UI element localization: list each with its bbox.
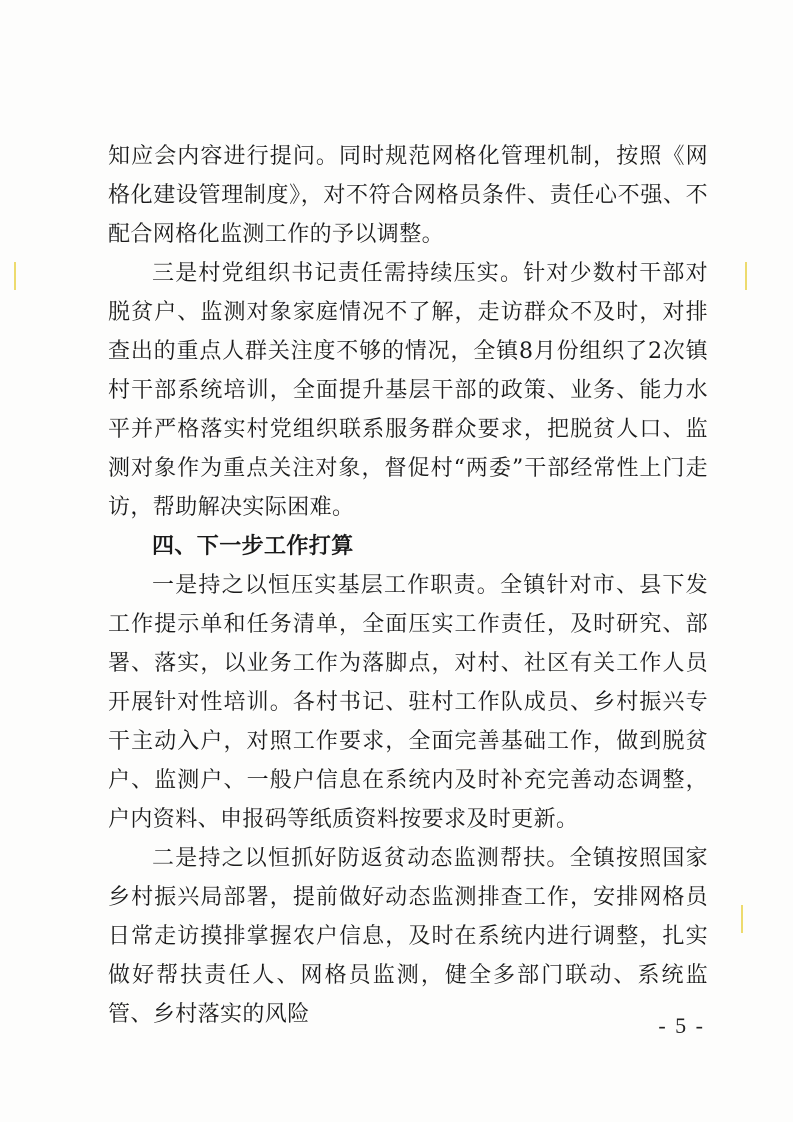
section-heading: 四、下一步工作打算 <box>152 534 354 559</box>
paragraph-poverty-monitoring <box>108 839 708 1034</box>
document-body <box>108 137 708 1034</box>
margin-mark <box>741 905 743 933</box>
paragraph-lead: 二是持之以恒抓好防返贫动态监测帮扶。 <box>152 846 570 871</box>
paragraph-body: 针对少数村干部对脱贫户、监测对象家庭情况不了解，走访群众不及时，对排查出的重点人群关注度不够的情况，全镇8月份组织了2次镇村干部系统培训，全面提升基层干部的政策、业务、能力水平并严格落实村党组织联系服务群众要求，把脱贫人口、监测对象作为重点关注对象，督促村“两委”干部经常性上门走访，帮助解决实际困难。 <box>108 261 709 520</box>
paragraph-continuation: 知应会内容进行提问。同时规范网格化管理机制，按照《网格化建设管理制度》，对不符合网格员条件、责任心不强、不配合网格化监测工作的予以调整。 <box>108 144 708 247</box>
paragraph-body: 全镇针对市、县下发工作提示单和任务清单，全面压实工作责任，及时研究、部署、落实，以业务工作为落脚点，对村、社区有关工作人员开展针对性培训。各村书记、驻村工作队成员、乡村振兴专干主动入户，对照工作要求，全面完善基础工作，做到脱贫户、监测户、一般户信息在系统内及时补充完善动态调整，户内资料、申报码等纸质资料按要求及时更新。 <box>108 573 708 832</box>
margin-mark <box>745 262 747 290</box>
page-number: - 5 - <box>658 1013 705 1038</box>
paragraph-lead: 一是持之以恒压实基层工作职责。 <box>152 573 500 598</box>
margin-mark <box>14 262 16 290</box>
paragraph-grassroots-duties <box>108 566 708 839</box>
paragraph-party-secretary <box>108 254 708 527</box>
paragraph-lead: 三是村党组织书记责任需持续压实。 <box>152 261 524 286</box>
paragraph-body: 全镇按照国家乡村振兴局部署，提前做好动态监测排查工作，安排网格员日常走访摸排掌握农户信息，及时在系统内进行调整，扎实做好帮扶责任人、网格员监测，健全多部门联动、系统监管、乡村落实的风险 <box>108 846 709 1027</box>
